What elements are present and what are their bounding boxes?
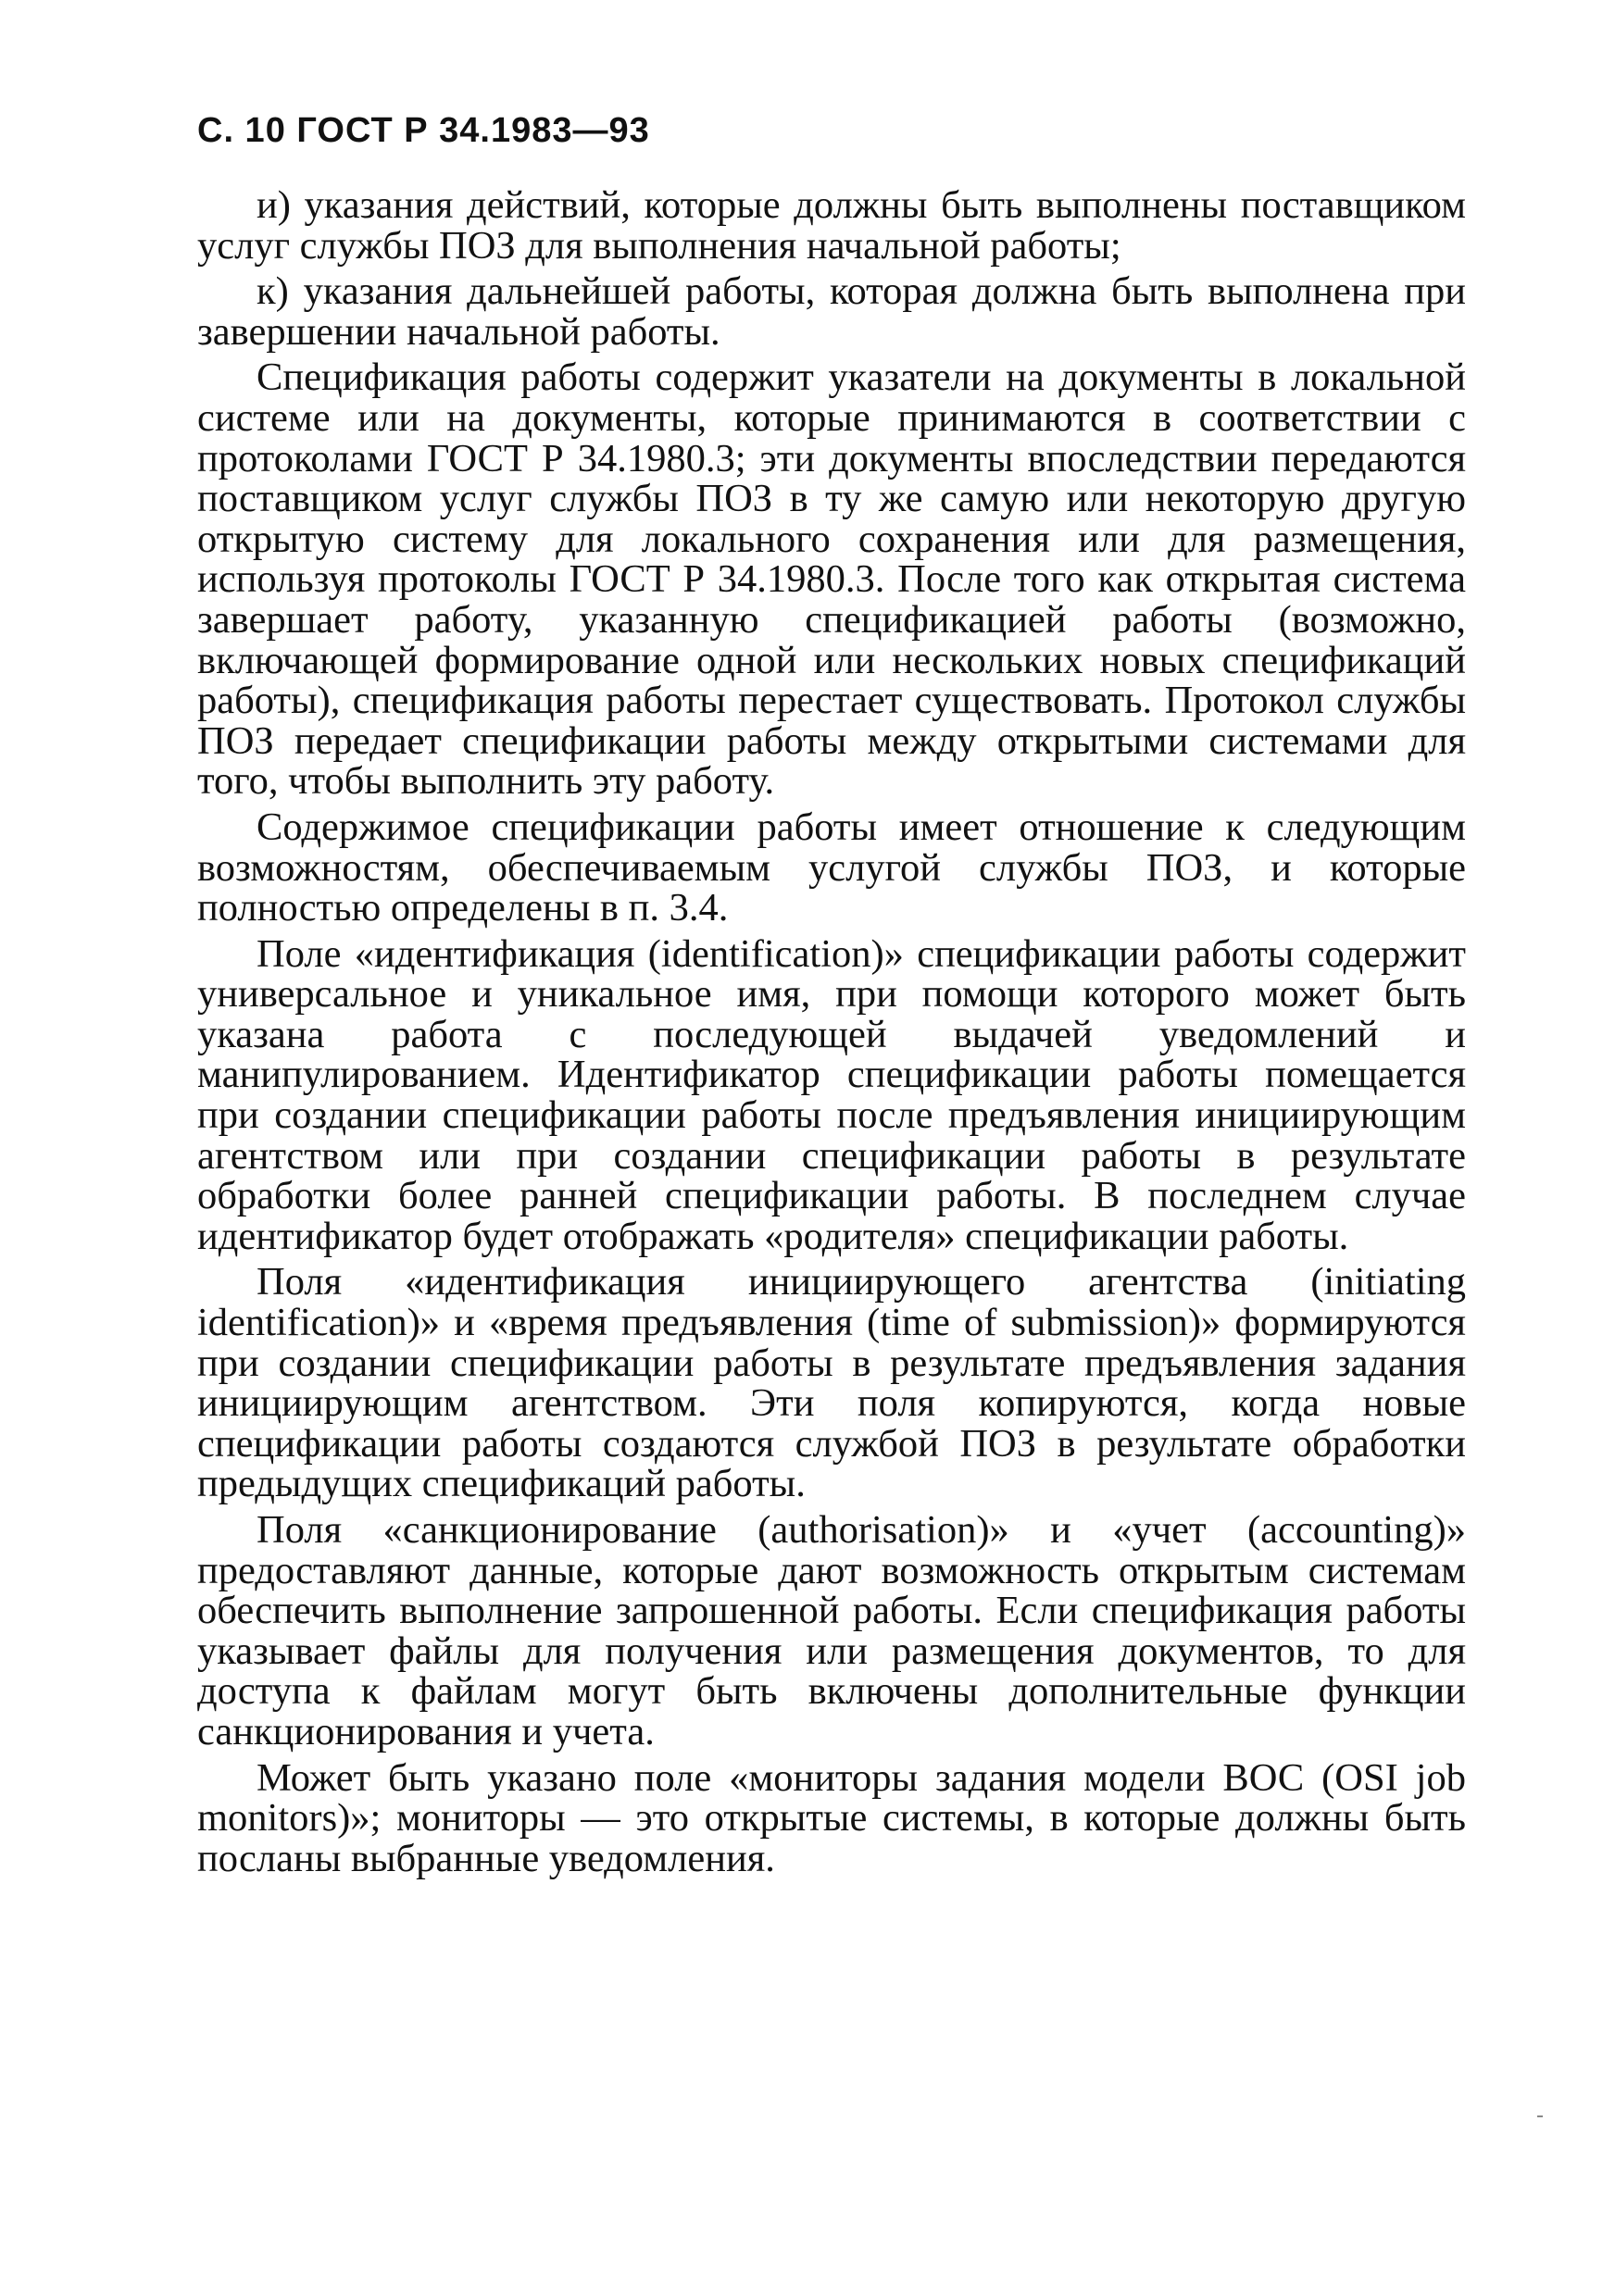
paragraph-job-specification: Спецификация работы содержит указатели на документы в локальной системе или на документы, которые принимаются в соответствии с протоколами ГОСТ Р 34.1980.3; эти документы впоследствии передаются поставщиком услуг службы ПОЗ в ту же самую или некоторую другую открытую систему для локального сохранения или для размещения, используя протоколы ГОСТ Р 34.1980.3. После того как открытая система завершает работу, указанную спецификацией работы (возможно, включающей формирование одной или нескольких новых спецификаций работы), спецификация работы перестает существовать. Протокол службы ПОЗ передает спецификации работы между открытыми системами для того, чтобы выполнить эту работу. xyxy=(197,356,1466,804)
body-text xyxy=(197,185,1466,1884)
paragraph-specification-contents: Содержимое спецификации работы имеет отношение к следующим возможностям, обеспечиваемым услугой службы ПОЗ, и которые полностью определены в п. 3.4. xyxy=(197,805,1466,930)
paragraph-authorisation-accounting: Поля «санкционирование (authorisation)» и «учет (accounting)» предоставляют данные, которые дают возможность открытым системам обеспечить выполнение запрошенной работы. Если спецификация работы указывает файлы для получения или размещения документов, то для доступа к файлам могут быть включены дополнительные функции санкционирования и учета. xyxy=(197,1508,1466,1753)
paragraph-identification-field: Поле «идентификация (identification)» спецификации работы содержит универсальное и уникальное имя, при помощи которого может быть указана работа с последующей выдачей уведомлений и манипулированием. Идентификатор спецификации работы помещается при создании спецификации работы после предъявления инициирующим агентством или при создании спецификации работы в результате обработки более ранней спецификации работы. В последнем случае идентификатор будет отображать «родителя» спецификации работы. xyxy=(197,931,1466,1258)
running-header: С. 10 ГОСТ Р 34.1983—93 xyxy=(197,111,650,150)
scan-speck xyxy=(1537,2115,1543,2117)
paragraph-initiating-identification: Поля «идентификация инициирующего агентства (initiating identification)» и «время предъявления (time of submission)» формируются при создании спецификации работы в результате предъявления задания инициирующим агентством. Эти поля копируются, когда новые спецификации работы создаются службой ПОЗ в результате обработки предыдущих спецификаций работы. xyxy=(197,1260,1466,1506)
paragraph-item-k: к) указания дальнейшей работы, которая должна быть выполнена при завершении начальной работы. xyxy=(197,269,1466,354)
paragraph-osi-job-monitors: Может быть указано поле «мониторы задания модели ВОС (OSI job monitors)»; мониторы — это открытые системы, в которые должны быть посланы выбранные уведомления. xyxy=(197,1755,1466,1880)
paragraph-item-i: и) указания действий, которые должны быть выполнены поставщиком услуг службы ПОЗ для выполнения начальной работы; xyxy=(197,183,1466,268)
